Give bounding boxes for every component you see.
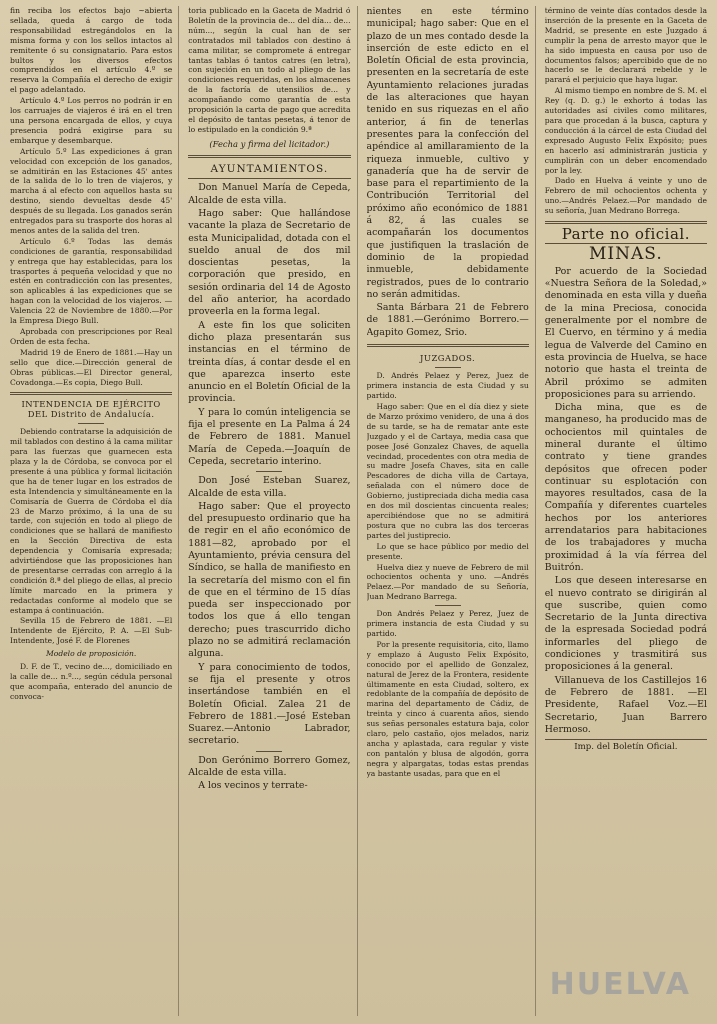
footer-rule (545, 739, 707, 740)
col2-paragraph-5: Y para lo común inteligencia se fija el presente en La Palma á 24 de Febrero de 1881. Manuel María de Cepeda.—Joaquín de Cepeda, secretario interino. (188, 406, 351, 467)
col4-paragraph-2: Al mismo tiempo en nombre de S. M. el Rey (q. D. g.) le exhorto á todas las autoridades así civiles como militares, para que procedan á la busca, captura y conducción á la cárcel de esta Ciudad del expresado Augusto Felix Expósito; pues en hacerlo así administrarán justicia y cumplirán con un deber encomendado por la ley. (544, 86, 707, 175)
section-divider (188, 155, 350, 158)
section-divider (367, 344, 529, 347)
licitador-signature: (Fecha y firma del licitador.) (209, 138, 330, 149)
col2-paragraph-3: Hago saber: Que hallándose vacante la plaza de Secretario de esta Municipalidad, dotada con el sueldo anual de dos mil doscientas pesetas, la corporación que presido, en sesión ordinaria del 14 de Agosto del año anterior, ha acordado proveerla en la forma legal. (188, 207, 351, 318)
short-rule (435, 367, 461, 368)
col2-paragraph-7: Hago saber: Que el proyecto del presupuesto ordinario que ha de regir en el año económico de 1881—82, aprobado por el Ayuntamiento, prévia censura del Síndico, se halla de manifiesto en la secretaría del mismo con el fin de que en el término de 15 días pueda ser inspeccionado por todos los que á ello tengan derecho; pues trascurrido dicho plazo no se admitirá reclamación alguna. (188, 500, 351, 660)
col3-paragraph-7: Don Andrés Pelaez y Perez, Juez de primera instancia de esta Ciudad y su partido. (366, 609, 529, 638)
archive-watermark: HUELVA (549, 967, 691, 1002)
col2-paragraph-6: Don José Esteban Suarez, Alcalde de esta villa. (188, 475, 351, 499)
col3-paragraph-2: Santa Bárbara 21 de Febrero de 1881.—Gerónimo Borrero.—Agapito Gomez, Srio. (366, 302, 529, 338)
col1-paragraph-2: Artículo 4.º Los perros no podrán ir en los carruajes de viajeros é irá en el tren una persona encargada de ellos, y cuya presencia podrá exigirse para su embarque y desembarque. (10, 96, 173, 145)
col4-paragraph-1: término de veinte días contados desde la inserción de la presente en la Gaceta de Madrid, se presente en este Juzgado á cumplir la pena de arresto mayor que le ha sido impuesta en causa por uso de documentos falsos; apercibido que de no hacerlo se le declarará rebelde y le parará el perjuicio que haya lugar. (544, 6, 707, 85)
col1-paragraph-5: Aprobada con prescripciones por Real Orden de esta fecha. (10, 327, 173, 346)
column-3 (367, 6, 536, 1016)
col2-paragraph-10: A los vecinos y terrate- (198, 780, 308, 792)
short-rule (435, 605, 461, 606)
heading-rule (188, 178, 350, 179)
section-divider (10, 392, 172, 395)
column-2 (188, 6, 357, 1016)
col2-paragraph-8: Y para conocimiento de todos, se fija el presente y otros insertándose también en el Boletín Oficial. Zalea 21 de Febrero de 1881.—José Esteban Suarez.—Antonio Labrador, secretario. (188, 661, 351, 747)
column-4 (545, 6, 707, 1016)
heading-minas: MINAS. (589, 243, 663, 264)
col3-paragraph-1: nientes en este término municipal; hago saber: Que en el plazo de un mes contado desde la inserción de este edicto en el Boletín Oficial de esta provincia, presenten en la secretaría de este Ayuntamiento relaciones juradas de las alteraciones que hayan tenido en sus riquezas en el año anterior, á fin de tenerlas presentes para la confección del apéndice al amillaramiento de la riqueza inmueble, cultivo y ganadería que ha de servir de base para el repartimiento de la Contribución Territorial del próximo año económico de 1881 á 82, á las cuales se acompañarán los documentos que justifiquen la traslación de dominio de la propiedad inmueble, debidamente registrados, pues de lo contrario no serán admitidas. (366, 6, 529, 300)
col1-paragraph-7: Debiendo contratarse la adquisición de mil tablados con destino á la cama militar para las fuerzas que guarnecen esta plaza y la de Córdoba, se convoca por el presente á una pública y formal licitación que ha de tener lugar en los estrados de esta Intendencia y simultáneamente en la Comisaría de Guerra de Córdoba el día 23 de Marzo próximo, á la una de su tarde, con sujeción en todo al pliego de condiciones que se hallará de manifiesto en la Sección Directiva de esta dependencia y Comisaría expresada; advirtiéndose que las proposiciones han de presentarse cerradas con arreglo á la condición 8.ª del pliego de ellas, al precio límite marcado en la primera y redactadas conforme al modelo que se estampa á continuación. (10, 427, 173, 615)
col4-paragraph-6: Los que deseen interesarse en el nuevo contrato se dirigirán al que suscribe, quien como Secretario de la Junta directiva de la espresada Sociedad podrá informarles del pliego de condiciones y trasmitirá sus proposiciones á la general. (544, 575, 707, 673)
short-rule (256, 471, 282, 472)
col1-paragraph-3: Artículo 5.º Las expediciones á gran velocidad con excepción de los ganados, se admitirán en las Estaciones 45' antes de la salida de lo lo tren de viajeros, y marcha á al efecto con aquellos hasta su destino, siendo devueltas desde 45' después de su llegada. Los ganados serán entregados para su trasporte dos horas al menos antes de la salida del tren. (10, 146, 173, 235)
col2-paragraph-9: Don Gerónimo Borrero Gomez, Alcalde de esta villa. (188, 754, 351, 779)
col1-paragraph-8: Sevilla 15 de Febrero de 1881. —El Intendente de Ejército, P. A. —El Sub-Intendente, José F. de Florenes (10, 616, 173, 646)
printer-imprint: Imp. del Boletín Oficial. (574, 742, 678, 753)
col3-paragraph-6: Huelva diez y nueve de Febrero de mil ochocientos ochenta y uno. —Andrés Pelaez.—Por mandado de su Señoría, Juan Medrano Barrega. (366, 562, 529, 602)
col4-paragraph-7: Villanueva de los Castillejos 16 de Febrero de 1881. —El Presidente, Rafael Voz.—El Secretario, Juan Barrero Hermoso. (544, 674, 707, 735)
short-rule (78, 423, 104, 424)
section-divider (545, 221, 707, 224)
col3-paragraph-4: Hago saber: Que en el día diez y siete de Marzo próximo venidero, de una á dos de su tarde, se ha de rematar ante este Juzgado y el de Cartaya, media casa que posee José Gonzalez Chaves, de aquella vecindad, procedentes con otra media de su madre Josefa Chaves, sita en calle Pescadores de dicha villa de Cartaya, señalada con el número doce de Gobierno, justipreciada dicha media casa en dos mil doscientas cincuenta reales; apercibiéndose que no se admitirá postura que no cubra las dos terceras partes del justiprecio. (366, 402, 529, 540)
column-1 (10, 6, 179, 1016)
col3-paragraph-5: Lo que se hace público por medio del presente. (366, 541, 529, 561)
heading-juzgados: JUZGADOS. (420, 353, 476, 364)
col4-paragraph-3: Dado en Huelva á veinte y uno de Febrero de mil ochocientos ochenta y uno.—Andrés Pelaez.—Por mandado de su señoría, Juan Medrano Borrega. (544, 176, 707, 216)
col1-paragraph-1: fin reciba los efectos bajo ~abierta sellada, queda á cargo de toda responsabilidad estregándolos en la misma forma y con los sellos intactos al remitente ó su consignatario. Para estos bultos y los diversos efectos comprendidos en el artículo 4.º se reserva la Compañía el derecho de exigir el pago adelantado. (10, 6, 173, 95)
heading-ayuntamientos: AYUNTAMIENTOS. (210, 163, 329, 176)
col4-paragraph-4: Por acuerdo de la Sociedad «Nuestra Señora de la Soledad,» denominada en esta villa y dueña de la mina Preciosa, conocida generalmente por el nombre de El Cuervo, en término y á media legua de Valverde del Camino en esta provincia de Huelva, se hace notorio que hasta el treinta de Abril próximo se admiten proposiciones para su arriendo. (544, 265, 707, 400)
heading-intendencia: INTENDENCIA DE EJÉRCITO DEL Distrito de Andalucía. (21, 399, 161, 420)
col2-paragraph-2: Don Manuel María de Cepeda, Alcalde de esta villa. (188, 182, 351, 206)
col3-paragraph-3: D. Andrés Pelaez y Perez, Juez de primera instancia de esta Ciudad y su partido. (366, 371, 529, 401)
col4-paragraph-5: Dicha mina, que es de manganeso, ha producido mas de ochocientos mil quintales de mineral durante el último contrato y tiene grandes depósitos que ofrecen poder continuar su esplotación con mayores resultados, casa de la Compañía y diferentes cuarteles hechos por los anteriores arrendatarios para habitaciones de los trabajadores y mucha proximidad á la vía férrea del Buitrón. (544, 402, 707, 573)
col1-paragraph-9: D. F. de T., vecino de..., domiciliado en la calle de... n.º..., según cédula personal que acompaña, enterado del anuncio de convoca- (10, 662, 173, 701)
heading-modelo: Modelo de proposición. (45, 649, 137, 659)
col3-paragraph-8: Por la presente requisitoria, cito, llamo y emplazo á Augusto Felix Expósito, conocido por el apellido de Gonzalez, natural de Jerez de la Frontera, residente últimamente en esta Ciudad, soltero, ex redoblante de la compañía de depósito de marina del departamento de Cádiz, de treinta y cinco á cuarenta años, siendo sus señas personales estatura baja, color claro, pelo castaño, ojos melados, nariz ancha y aplastada, cara regular y viste con pantalón y blusa de algodón, gorra negra y alpargatas, todas estas prendas ya bastante usadas, para que en el (366, 639, 529, 778)
heading-parte-no-oficial: Parte no oficial. (561, 225, 690, 244)
col2-paragraph-1: toria publicado en la Gaceta de Madrid ó Boletín de la provincia de... del día... de... núm..., según la cual han de ser contratados mil tablados con destino á cama militar, se compromete á entregar tantas tablas ó tantos catres (en letra), con sujeción en un todo al pliego de las condiciones requeridas, en los almacenes de la factoría de utensilios de... y acompañando como garantía de esta proposición la carta de pago que acredita el depósito de tantas pesetas, á tenor de lo estipulado en la condición 9.ª (188, 6, 351, 134)
col1-paragraph-6: Madrid 19 de Enero de 1881.—Hay un sello que dice.—Dirección general de Obras públicas.—El Director general, Covadonga.—Es copia, Diego Bull. (10, 347, 173, 387)
col2-paragraph-4: A este fin los que soliciten dicho plaza presentarán sus instancias en el término de treinta días, á contar desde el en que aparezca inserto este anuncio en el Boletín Oficial de la provincia. (188, 319, 351, 405)
short-rule (256, 751, 282, 752)
col1-paragraph-4: Artículo 6.º Todas las demás condiciones de garantía, responsabilidad y entrega que hay establecidas, para los trasportes á pequeña velocidad y que no estén en contradicción con las presentes, son aplicables á las expediciones que se hagan con la velocidad de los viajeros. —Valencia 22 de Noviembre de 1880.—Por la Empresa Diego Bull. (10, 236, 173, 326)
